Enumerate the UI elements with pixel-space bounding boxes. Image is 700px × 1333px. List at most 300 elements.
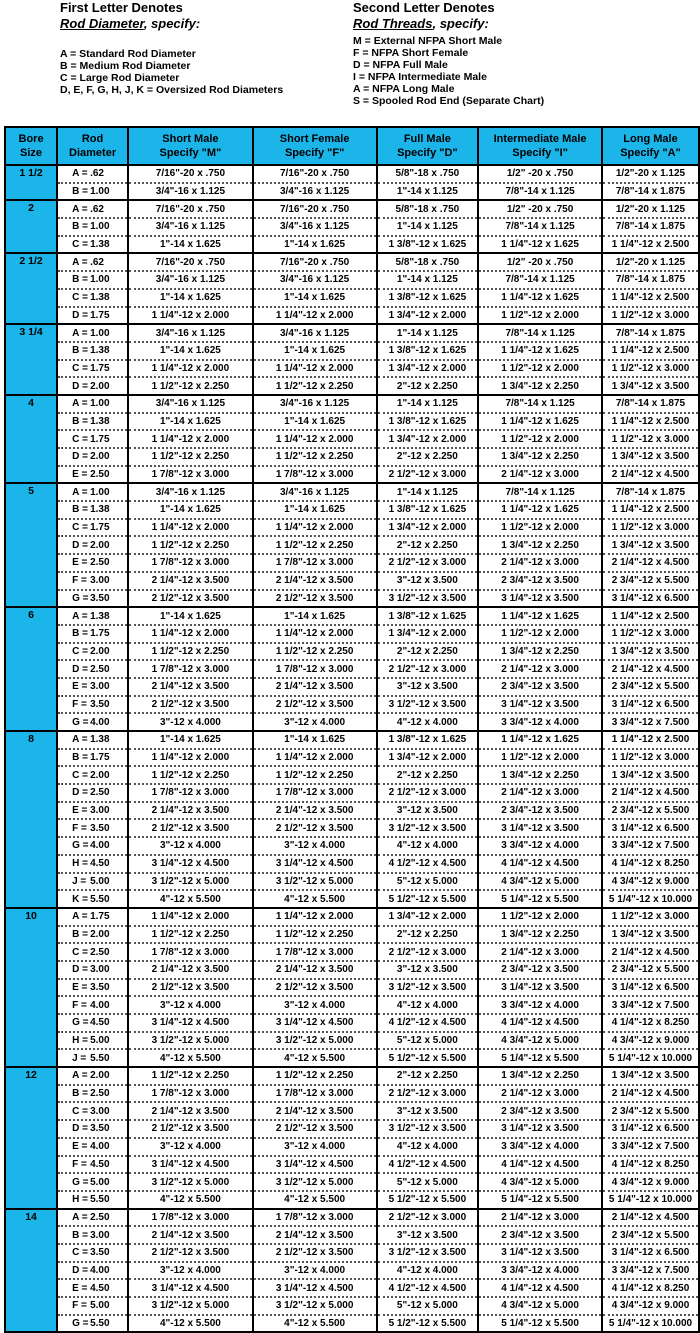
- short-male-cell: 3"-12 x 4.000: [128, 1138, 253, 1156]
- rod-letter: G =: [72, 1176, 89, 1188]
- short-female-cell: 1 1/4"-12 x 2.000: [253, 908, 377, 926]
- rod-diameter-cell: [57, 501, 128, 519]
- intermediate-male-cell: 2 1/4"-12 x 3.000: [478, 784, 602, 802]
- long-male-cell: 5 1/4"-12 x 10.000: [602, 1315, 699, 1333]
- full-male-cell: 1 3/8"-12 x 1.625: [377, 607, 479, 625]
- table-row: [5, 413, 699, 431]
- long-male-cell: 4 3/4"-12 x 9.000: [602, 1297, 699, 1315]
- rod-diameter-value: 3.50: [90, 698, 110, 710]
- table-row: [5, 483, 699, 501]
- short-female-cell: 2 1/4"-12 x 3.500: [253, 802, 377, 820]
- short-male-cell: 2 1/4"-12 x 3.500: [128, 961, 253, 979]
- short-male-cell: 3 1/4"-12 x 4.500: [128, 1279, 253, 1297]
- long-male-cell: 2 3/4"-12 x 5.500: [602, 678, 699, 696]
- full-male-cell: 2 1/2"-12 x 3.000: [377, 554, 479, 572]
- table-row: [5, 855, 699, 873]
- long-male-cell: 7/8"-14 x 1.875: [602, 271, 699, 289]
- rod-diameter-value: 2.50: [90, 787, 110, 799]
- full-male-cell: 4 1/2"-12 x 4.500: [377, 1014, 479, 1032]
- short-male-cell: 2 1/2"-12 x 3.500: [128, 696, 253, 714]
- rod-letter: A =: [72, 911, 88, 923]
- short-female-cell: 1 1/2"-12 x 2.250: [253, 766, 377, 784]
- rod-diameter-value: 1.75: [90, 362, 110, 374]
- intermediate-male-cell: 1/2" -20 x .750: [478, 200, 602, 218]
- rod-letter: B =: [72, 628, 88, 640]
- intermediate-male-cell: 2 1/4"-12 x 3.000: [478, 1209, 602, 1227]
- rod-diameter-value: 2.00: [90, 769, 110, 781]
- intermediate-male-cell: 4 1/4"-12 x 4.500: [478, 855, 602, 873]
- legend-item: M = External NFPA Short Male: [353, 35, 503, 47]
- intermediate-male-cell: 3 3/4"-12 x 4.000: [478, 713, 602, 731]
- rod-letter: A =: [72, 1211, 88, 1223]
- long-male-cell: 1 1/2"-12 x 3.000: [602, 519, 699, 537]
- long-male-cell: 1 3/4"-12 x 3.500: [602, 536, 699, 554]
- full-male-cell: 3"-12 x 3.500: [377, 802, 479, 820]
- rod-diameter-cell: [57, 1120, 128, 1138]
- long-male-cell: 1 3/4"-12 x 3.500: [602, 926, 699, 944]
- long-male-cell: 3 1/4"-12 x 6.500: [602, 819, 699, 837]
- header-line: Size: [20, 147, 43, 159]
- table-row: [5, 713, 699, 731]
- full-male-cell: 1"-14 x 1.125: [377, 324, 479, 342]
- short-female-cell: 3"-12 x 4.000: [253, 713, 377, 731]
- rod-letter: C =: [72, 362, 88, 374]
- intermediate-male-cell: 1 1/4"-12 x 1.625: [478, 731, 602, 749]
- short-male-cell: 3"-12 x 4.000: [128, 996, 253, 1014]
- table-row: [5, 926, 699, 944]
- full-male-cell: 5/8"-18 x .750: [377, 165, 479, 183]
- full-male-cell: 1 3/4"-12 x 2.000: [377, 625, 479, 643]
- table-row: [5, 324, 699, 342]
- table-row: [5, 289, 699, 307]
- short-female-cell: 3 1/2"-12 x 5.000: [253, 1032, 377, 1050]
- legend-item: S = Spooled Rod End (Separate Chart): [353, 95, 545, 107]
- rod-letter: C =: [72, 1247, 88, 1259]
- intermediate-male-cell: 1 1/2"-12 x 2.000: [478, 519, 602, 537]
- full-male-cell: 3"-12 x 3.500: [377, 678, 479, 696]
- legend-item: I = NFPA Intermediate Male: [353, 71, 487, 83]
- legend-subtitle-rest: , specify:: [432, 16, 489, 31]
- rod-diameter-cell: [57, 466, 128, 484]
- rod-diameter-cell: [57, 943, 128, 961]
- rod-diameter-cell: [57, 307, 128, 325]
- short-male-cell: 1 7/8"-12 x 3.000: [128, 466, 253, 484]
- rod-diameter-cell: [57, 625, 128, 643]
- header-line: Specify "A": [620, 147, 681, 159]
- rod-diameter-value: 5.50: [90, 1052, 110, 1064]
- rod-diameter-value: 4.50: [90, 858, 110, 870]
- short-female-cell: 3 1/2"-12 x 5.000: [253, 1297, 377, 1315]
- short-male-cell: 3"-12 x 4.000: [128, 1262, 253, 1280]
- short-male-cell: 1 7/8"-12 x 3.000: [128, 784, 253, 802]
- rod-diameter-value: 3.00: [90, 805, 110, 817]
- rod-diameter-value: 1.38: [90, 734, 110, 746]
- short-male-cell: 1 1/4"-12 x 2.000: [128, 519, 253, 537]
- intermediate-male-cell: 4 3/4"-12 x 5.000: [478, 1173, 602, 1191]
- intermediate-male-cell: 3 1/4"-12 x 3.500: [478, 1120, 602, 1138]
- rod-diameter-value: 2.00: [90, 1070, 110, 1082]
- rod-diameter-value: 1.00: [90, 274, 110, 286]
- full-male-cell: 3 1/2"-12 x 3.500: [377, 1244, 479, 1262]
- full-male-cell: 1 3/4"-12 x 2.000: [377, 749, 479, 767]
- full-male-cell: 4 1/2"-12 x 4.500: [377, 1156, 479, 1174]
- full-male-cell: 1"-14 x 1.125: [377, 395, 479, 413]
- short-female-cell: 2 1/4"-12 x 3.500: [253, 1102, 377, 1120]
- short-male-cell: 2 1/2"-12 x 3.500: [128, 819, 253, 837]
- legend-subtitle-emphasis: Rod Threads: [353, 16, 433, 31]
- full-male-cell: 2 1/2"-12 x 3.000: [377, 1209, 479, 1227]
- short-male-cell: 4"-12 x 5.500: [128, 1049, 253, 1067]
- rod-diameter-value: 1.75: [90, 911, 110, 923]
- table-row: [5, 536, 699, 554]
- short-female-cell: 1"-14 x 1.625: [253, 501, 377, 519]
- intermediate-male-cell: 3 3/4"-12 x 4.000: [478, 837, 602, 855]
- rod-letter: J =: [72, 1052, 87, 1064]
- table-row: [5, 572, 699, 590]
- intermediate-male-cell: 3 3/4"-12 x 4.000: [478, 1262, 602, 1280]
- long-male-cell: 1 1/2"-12 x 3.000: [602, 307, 699, 325]
- full-male-cell: 2"-12 x 2.250: [377, 536, 479, 554]
- legend-item: F = NFPA Short Female: [353, 47, 469, 59]
- intermediate-male-cell: 2 1/4"-12 x 3.000: [478, 466, 602, 484]
- short-male-cell: 1 7/8"-12 x 3.000: [128, 943, 253, 961]
- short-female-cell: 1 1/2"-12 x 2.250: [253, 926, 377, 944]
- long-male-cell: 3 1/4"-12 x 6.500: [602, 696, 699, 714]
- rod-diameter-cell: [57, 1226, 128, 1244]
- short-female-cell: 2 1/4"-12 x 3.500: [253, 961, 377, 979]
- rod-letter: C =: [72, 239, 88, 251]
- long-male-cell: 1 1/2"-12 x 3.000: [602, 908, 699, 926]
- table-row: [5, 307, 699, 325]
- long-male-cell: 1 3/4"-12 x 3.500: [602, 643, 699, 661]
- rod-diameter-value: 4.00: [90, 999, 110, 1011]
- header-line: Short Male: [162, 133, 219, 145]
- full-male-cell: 3 1/2"-12 x 3.500: [377, 696, 479, 714]
- full-male-cell: 2"-12 x 2.250: [377, 377, 479, 395]
- full-male-cell: 2 1/2"-12 x 3.000: [377, 466, 479, 484]
- short-male-cell: 1 7/8"-12 x 3.000: [128, 1209, 253, 1227]
- short-male-cell: 2 1/2"-12 x 3.500: [128, 979, 253, 997]
- intermediate-male-cell: 1 3/4"-12 x 2.250: [478, 1067, 602, 1085]
- long-male-cell: 2 1/4"-12 x 4.500: [602, 466, 699, 484]
- short-female-cell: 4"-12 x 5.500: [253, 1049, 377, 1067]
- intermediate-male-cell: 1 3/4"-12 x 2.250: [478, 643, 602, 661]
- full-male-cell: 2 1/2"-12 x 3.000: [377, 660, 479, 678]
- table-row: [5, 908, 699, 926]
- long-male-cell: 1 1/4"-12 x 2.500: [602, 501, 699, 519]
- long-male-cell: 1 1/4"-12 x 2.500: [602, 342, 699, 360]
- short-male-cell: 1 1/2"-12 x 2.250: [128, 377, 253, 395]
- intermediate-male-cell: 1 1/2"-12 x 2.000: [478, 430, 602, 448]
- rod-diameter-cell: [57, 324, 128, 342]
- full-male-cell: 3 1/2"-12 x 3.500: [377, 979, 479, 997]
- short-female-cell: 7/16"-20 x .750: [253, 165, 377, 183]
- rod-letter: D =: [72, 787, 88, 799]
- rod-diameter-cell: [57, 183, 128, 201]
- rod-diameter-value: 5.50: [90, 1194, 110, 1206]
- full-male-cell: 1"-14 x 1.125: [377, 483, 479, 501]
- table-row: [5, 1138, 699, 1156]
- full-male-cell: 5/8"-18 x .750: [377, 253, 479, 271]
- short-female-cell: 1 7/8"-12 x 3.000: [253, 466, 377, 484]
- legend-subtitle-emphasis: Rod Diameter: [60, 16, 144, 31]
- table-row: [5, 749, 699, 767]
- long-male-cell: 3 3/4"-12 x 7.500: [602, 1138, 699, 1156]
- rod-diameter-value: 3.00: [90, 1229, 110, 1241]
- intermediate-male-cell: 2 3/4"-12 x 3.500: [478, 961, 602, 979]
- rod-diameter-cell: [57, 607, 128, 625]
- long-male-cell: 5 1/4"-12 x 10.000: [602, 1049, 699, 1067]
- short-female-cell: 1 7/8"-12 x 3.000: [253, 784, 377, 802]
- rod-diameter-value: 1.38: [90, 504, 110, 516]
- rod-letter: A =: [72, 203, 88, 215]
- bore-size-cell: 3 1/4: [5, 324, 57, 395]
- long-male-cell: 2 3/4"-12 x 5.500: [602, 1226, 699, 1244]
- rod-diameter-value: 3.50: [90, 981, 110, 993]
- intermediate-male-cell: 2 1/4"-12 x 3.000: [478, 660, 602, 678]
- intermediate-male-cell: 1 3/4"-12 x 2.250: [478, 766, 602, 784]
- table-row: [5, 1102, 699, 1120]
- rod-diameter-cell: [57, 218, 128, 236]
- bore-size-cell: 6: [5, 607, 57, 731]
- short-female-cell: 3/4"-16 x 1.125: [253, 218, 377, 236]
- full-male-cell: 3"-12 x 3.500: [377, 572, 479, 590]
- table-row: [5, 1191, 699, 1209]
- rod-diameter-cell: [57, 360, 128, 378]
- table-row: [5, 360, 699, 378]
- short-female-cell: 1 7/8"-12 x 3.000: [253, 660, 377, 678]
- full-male-cell: 5"-12 x 5.000: [377, 873, 479, 891]
- rod-diameter-value: .62: [90, 168, 104, 180]
- header-line: Full Male: [403, 133, 451, 145]
- rod-diameter-cell: [57, 289, 128, 307]
- rod-letter: E =: [72, 805, 88, 817]
- rod-diameter-value: 2.00: [90, 928, 110, 940]
- rod-diameter-value: 5.00: [90, 1176, 110, 1188]
- full-male-cell: 4 1/2"-12 x 4.500: [377, 1279, 479, 1297]
- rod-diameter-value: 5.00: [90, 1035, 110, 1047]
- rod-diameter-value: 4.00: [90, 716, 110, 728]
- long-male-cell: 5 1/4"-12 x 10.000: [602, 1191, 699, 1209]
- legend-subtitle-rest: , specify:: [143, 16, 201, 31]
- rod-letter: D =: [72, 964, 88, 976]
- long-male-cell: 3 1/4"-12 x 6.500: [602, 590, 699, 608]
- short-male-cell: 3"-12 x 4.000: [128, 837, 253, 855]
- table-row: [5, 1032, 699, 1050]
- rod-diameter-value: 1.38: [90, 345, 110, 357]
- long-male-cell: 2 1/4"-12 x 4.500: [602, 554, 699, 572]
- intermediate-male-cell: 1 1/4"-12 x 1.625: [478, 289, 602, 307]
- rod-letter: D =: [72, 663, 88, 675]
- short-male-cell: 3/4"-16 x 1.125: [128, 483, 253, 501]
- table-body: [5, 165, 699, 1332]
- full-male-cell: 5 1/2"-12 x 5.500: [377, 890, 479, 908]
- rod-letter: C =: [72, 433, 88, 445]
- rod-diameter-cell: [57, 873, 128, 891]
- table-row: [5, 1085, 699, 1103]
- legend-item: D, E, F, G, H, J, K = Oversized Rod Diameters: [60, 84, 284, 96]
- intermediate-male-cell: 5 1/4"-12 x 5.500: [478, 1049, 602, 1067]
- intermediate-male-cell: 3 1/4"-12 x 3.500: [478, 696, 602, 714]
- full-male-cell: 1 3/4"-12 x 2.000: [377, 307, 479, 325]
- rod-diameter-cell: [57, 1173, 128, 1191]
- rod-diameter-value: 1.00: [90, 221, 110, 233]
- table-row: [5, 625, 699, 643]
- intermediate-male-cell: 4 1/4"-12 x 4.500: [478, 1156, 602, 1174]
- rod-letter: C =: [72, 946, 88, 958]
- table-row: [5, 1262, 699, 1280]
- long-male-cell: 2 1/4"-12 x 4.500: [602, 1209, 699, 1227]
- short-male-cell: 7/16"-20 x .750: [128, 253, 253, 271]
- bore-size-cell: 12: [5, 1067, 57, 1209]
- short-female-cell: 3 1/2"-12 x 5.000: [253, 1173, 377, 1191]
- long-male-cell: 7/8"-14 x 1.875: [602, 324, 699, 342]
- long-male-cell: 4 1/4"-12 x 8.250: [602, 1156, 699, 1174]
- short-female-cell: 4"-12 x 5.500: [253, 1191, 377, 1209]
- intermediate-male-cell: 1 1/2"-12 x 2.000: [478, 625, 602, 643]
- short-male-cell: 3 1/4"-12 x 4.500: [128, 855, 253, 873]
- rod-diameter-value: 2.00: [90, 380, 110, 392]
- short-female-cell: 3"-12 x 4.000: [253, 996, 377, 1014]
- table-row: [5, 590, 699, 608]
- short-female-cell: 1 7/8"-12 x 3.000: [253, 943, 377, 961]
- intermediate-male-cell: 7/8"-14 x 1.125: [478, 483, 602, 501]
- legend-subtitle: [353, 16, 544, 32]
- full-male-cell: 4"-12 x 4.000: [377, 713, 479, 731]
- rod-diameter-cell: [57, 908, 128, 926]
- intermediate-male-header: [478, 127, 602, 165]
- rod-diameter-cell: [57, 837, 128, 855]
- table-row: [5, 377, 699, 395]
- legend-item: A = Standard Rod Diameter: [60, 48, 196, 60]
- rod-diameter-cell: [57, 749, 128, 767]
- full-male-header: [377, 127, 479, 165]
- rod-diameter-value: 4.50: [90, 1017, 110, 1029]
- rod-diameter-header: [57, 127, 128, 165]
- rod-letter: B =: [72, 221, 88, 233]
- table-row: [5, 1014, 699, 1032]
- short-female-cell: 2 1/2"-12 x 3.500: [253, 590, 377, 608]
- short-female-cell: 1 1/4"-12 x 2.000: [253, 519, 377, 537]
- rod-diameter-value: 5.00: [90, 875, 110, 887]
- rod-diameter-value: 5.50: [90, 893, 110, 905]
- table-row: [5, 271, 699, 289]
- full-male-cell: 1"-14 x 1.125: [377, 271, 479, 289]
- rod-letter: D =: [72, 539, 88, 551]
- short-male-cell: 7/16"-20 x .750: [128, 165, 253, 183]
- short-female-cell: 2 1/2"-12 x 3.500: [253, 979, 377, 997]
- full-male-cell: 5"-12 x 5.000: [377, 1173, 479, 1191]
- full-male-cell: 1 3/8"-12 x 1.625: [377, 289, 479, 307]
- rod-diameter-legend: [60, 0, 283, 96]
- header-line: Rod: [81, 133, 104, 145]
- rod-letter: B =: [72, 504, 88, 516]
- short-male-cell: 1"-14 x 1.625: [128, 731, 253, 749]
- full-male-cell: 2"-12 x 2.250: [377, 1067, 479, 1085]
- long-male-cell: 3 3/4"-12 x 7.500: [602, 1262, 699, 1280]
- intermediate-male-cell: 1 3/4"-12 x 2.250: [478, 536, 602, 554]
- long-male-cell: 3 1/4"-12 x 6.500: [602, 1244, 699, 1262]
- intermediate-male-cell: 1 1/4"-12 x 1.625: [478, 501, 602, 519]
- short-male-cell: 1 1/4"-12 x 2.000: [128, 749, 253, 767]
- rod-letter: B =: [72, 752, 88, 764]
- full-male-cell: 3"-12 x 3.500: [377, 1102, 479, 1120]
- bore-size-header: [5, 127, 57, 165]
- intermediate-male-cell: 1 1/4"-12 x 1.625: [478, 236, 602, 254]
- rod-letter: G =: [72, 592, 89, 604]
- intermediate-male-cell: 1 1/2"-12 x 2.000: [478, 360, 602, 378]
- long-male-cell: 1 1/2"-12 x 3.000: [602, 360, 699, 378]
- short-female-cell: 2 1/2"-12 x 3.500: [253, 696, 377, 714]
- rod-letter: C =: [72, 292, 88, 304]
- table-row: [5, 554, 699, 572]
- full-male-cell: 1"-14 x 1.125: [377, 183, 479, 201]
- legend-title: Second Letter Denotes: [353, 0, 495, 15]
- long-male-cell: 2 1/4"-12 x 4.500: [602, 784, 699, 802]
- table-row: [5, 165, 699, 183]
- short-female-cell: 2 1/2"-12 x 3.500: [253, 819, 377, 837]
- rod-diameter-value: 5.50: [90, 1318, 110, 1330]
- short-female-cell: 3"-12 x 4.000: [253, 1262, 377, 1280]
- rod-diameter-cell: [57, 696, 128, 714]
- rod-diameter-value: 1.00: [90, 398, 110, 410]
- rod-diameter-cell: [57, 236, 128, 254]
- intermediate-male-cell: 1 1/4"-12 x 1.625: [478, 607, 602, 625]
- rod-letter: A =: [72, 486, 88, 498]
- short-male-cell: 2 1/2"-12 x 3.500: [128, 1120, 253, 1138]
- rod-diameter-value: 2.50: [90, 557, 110, 569]
- rod-diameter-value: 2.50: [90, 946, 110, 958]
- full-male-cell: 1 3/4"-12 x 2.000: [377, 360, 479, 378]
- rod-diameter-cell: [57, 200, 128, 218]
- rod-diameter-value: 4.00: [90, 1141, 110, 1153]
- rod-diameter-value: 4.00: [90, 840, 110, 852]
- short-male-cell: 2 1/2"-12 x 3.500: [128, 590, 253, 608]
- short-female-cell: 4"-12 x 5.500: [253, 1315, 377, 1333]
- intermediate-male-cell: 2 1/4"-12 x 3.000: [478, 1085, 602, 1103]
- intermediate-male-cell: 3 1/4"-12 x 3.500: [478, 979, 602, 997]
- full-male-cell: 2"-12 x 2.250: [377, 926, 479, 944]
- rod-diameter-value: 1.00: [90, 186, 110, 198]
- rod-letter: A =: [72, 256, 88, 268]
- table-row: [5, 466, 699, 484]
- rod-diameter-cell: [57, 554, 128, 572]
- short-male-cell: 1 1/2"-12 x 2.250: [128, 536, 253, 554]
- rod-diameter-value: 1.75: [90, 522, 110, 534]
- full-male-cell: 1 3/4"-12 x 2.000: [377, 430, 479, 448]
- rod-letter: E =: [72, 1141, 88, 1153]
- table-row: [5, 943, 699, 961]
- table-row: [5, 696, 699, 714]
- rod-letter: F =: [72, 698, 87, 710]
- bore-size-cell: 14: [5, 1209, 57, 1333]
- table-row: [5, 961, 699, 979]
- full-male-cell: 2"-12 x 2.250: [377, 448, 479, 466]
- long-male-cell: 3 1/4"-12 x 6.500: [602, 1120, 699, 1138]
- short-male-cell: 2 1/4"-12 x 3.500: [128, 802, 253, 820]
- short-male-cell: 3 1/2"-12 x 5.000: [128, 873, 253, 891]
- long-male-cell: 2 3/4"-12 x 5.500: [602, 961, 699, 979]
- intermediate-male-cell: 7/8"-14 x 1.125: [478, 218, 602, 236]
- full-male-cell: 1 3/4"-12 x 2.000: [377, 519, 479, 537]
- rod-diameter-value: 1.38: [90, 239, 110, 251]
- rod-letter: C =: [72, 645, 88, 657]
- short-female-cell: 1 1/4"-12 x 2.000: [253, 625, 377, 643]
- full-male-cell: 5 1/2"-12 x 5.500: [377, 1049, 479, 1067]
- table-row: [5, 1049, 699, 1067]
- table-row: [5, 890, 699, 908]
- table-row: [5, 236, 699, 254]
